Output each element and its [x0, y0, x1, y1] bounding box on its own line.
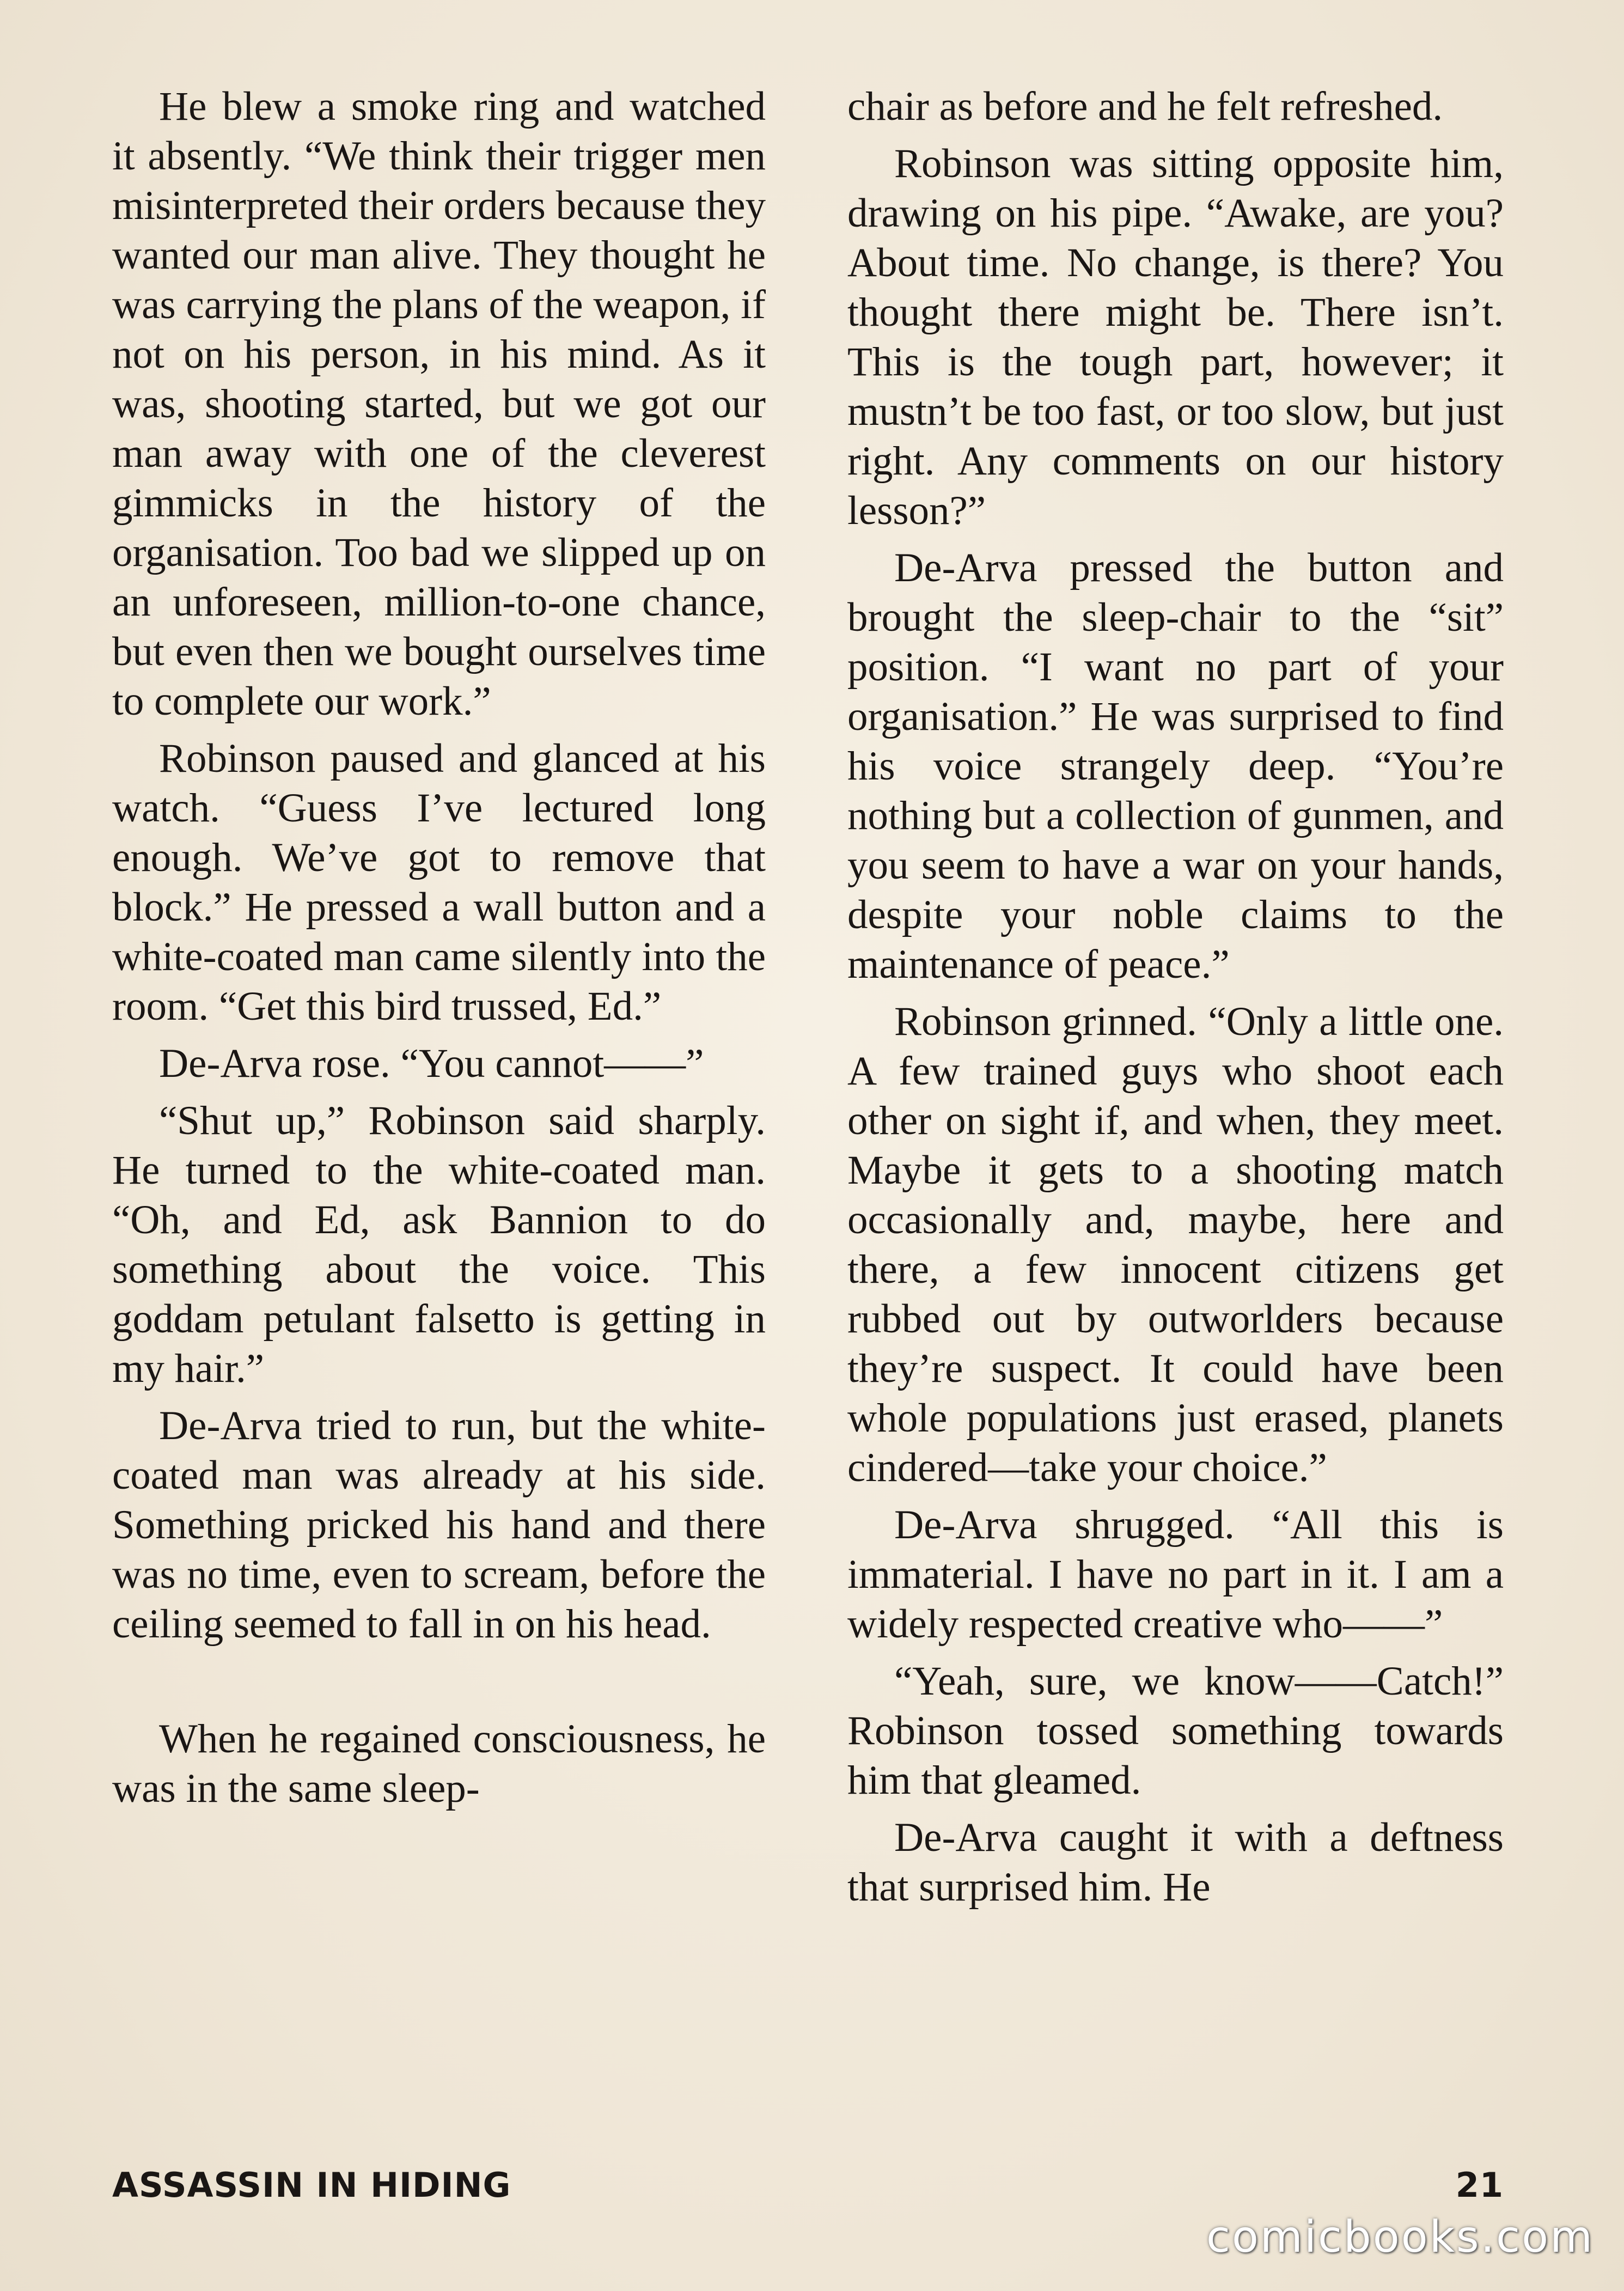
paragraph: Robinson was sitting opposite him, drawing on his pipe. “Awake, are you? About time. No change, is there? You thought there might be. There isn’t. This is the tough part, however; it mustn’t be too fast, or too slow, but just right. Any comments on our history lesson?”: [847, 141, 1504, 533]
paragraph: “Shut up,” Robinson said sharply. He turned to the white-coated man. “Oh, and Ed, ask Bannion to do something about the voice. This goddam petulant falsetto is getting in my hair.”: [112, 1098, 766, 1391]
paragraph: chair as before and he felt refreshed.: [847, 84, 1443, 129]
paragraph: De-Arva shrugged. “All this is immaterial. I have no part in it. I am a widely respected creative who——”: [847, 1502, 1504, 1647]
paragraph: Robinson grinned. “Only a little one. A few trained guys who shoot each other on sight if, and when, they meet. Maybe it gets to a shooting match occasionally and, maybe, here and there, a few innocent citizens get rubbed out by outworlders because they’re suspect. It could have been whole populations just erased, planets cindered—take your choice.”: [847, 999, 1504, 1490]
right-text-column: [847, 82, 1504, 1912]
paragraph: When he regained consciousness, he was in the same sleep-: [112, 1716, 766, 1811]
paragraph: He blew a smoke ring and watched it absently. “We think their trigger men misinterpreted their orders because they wanted our man alive. They thought he was carrying the plans of the weapon, if not on his person, in his mind. As it was, shooting started, but we got our man away with one of the cleverest gimmicks in the history of the organisation. Too bad we slipped up on an unforeseen, million-to-one chance, but even then we bought ourselves time to complete our work.”: [112, 84, 766, 724]
paragraph: Robinson paused and glanced at his watch. “Guess I’ve lectured long enough. We’ve got to remove that block.” He pressed a wall button and a white-coated man came silently into the room. “Get this bird trussed, Ed.”: [112, 736, 766, 1029]
left-text-column: [112, 82, 766, 1813]
paragraph: De-Arva rose. “You cannot——”: [159, 1041, 704, 1086]
watermark: comicbooks.com: [1206, 2211, 1594, 2262]
paragraph: De-Arva pressed the button and brought the sleep-chair to the “sit” position. “I want no part of your organisation.” He was surprised to find his voice strangely deep. “You’re nothing but a collection of gunmen, and you seem to have a war on your hands, despite your noble claims to the maintenance of peace.”: [847, 545, 1504, 987]
paragraph: “Yeah, sure, we know——Catch!” Robinson tossed something towards him that gleamed.: [847, 1659, 1504, 1803]
page-number: 21: [1455, 2165, 1504, 2205]
running-title: ASSASSIN IN HIDING: [112, 2165, 511, 2205]
paragraph: De-Arva caught it with a deftness that surprised him. He: [847, 1815, 1504, 1910]
paragraph: De-Arva tried to run, but the white-coated man was already at his side. Something pricked his hand and there was no time, even to scream, before the ceiling seemed to fall in on his head.: [112, 1403, 766, 1647]
